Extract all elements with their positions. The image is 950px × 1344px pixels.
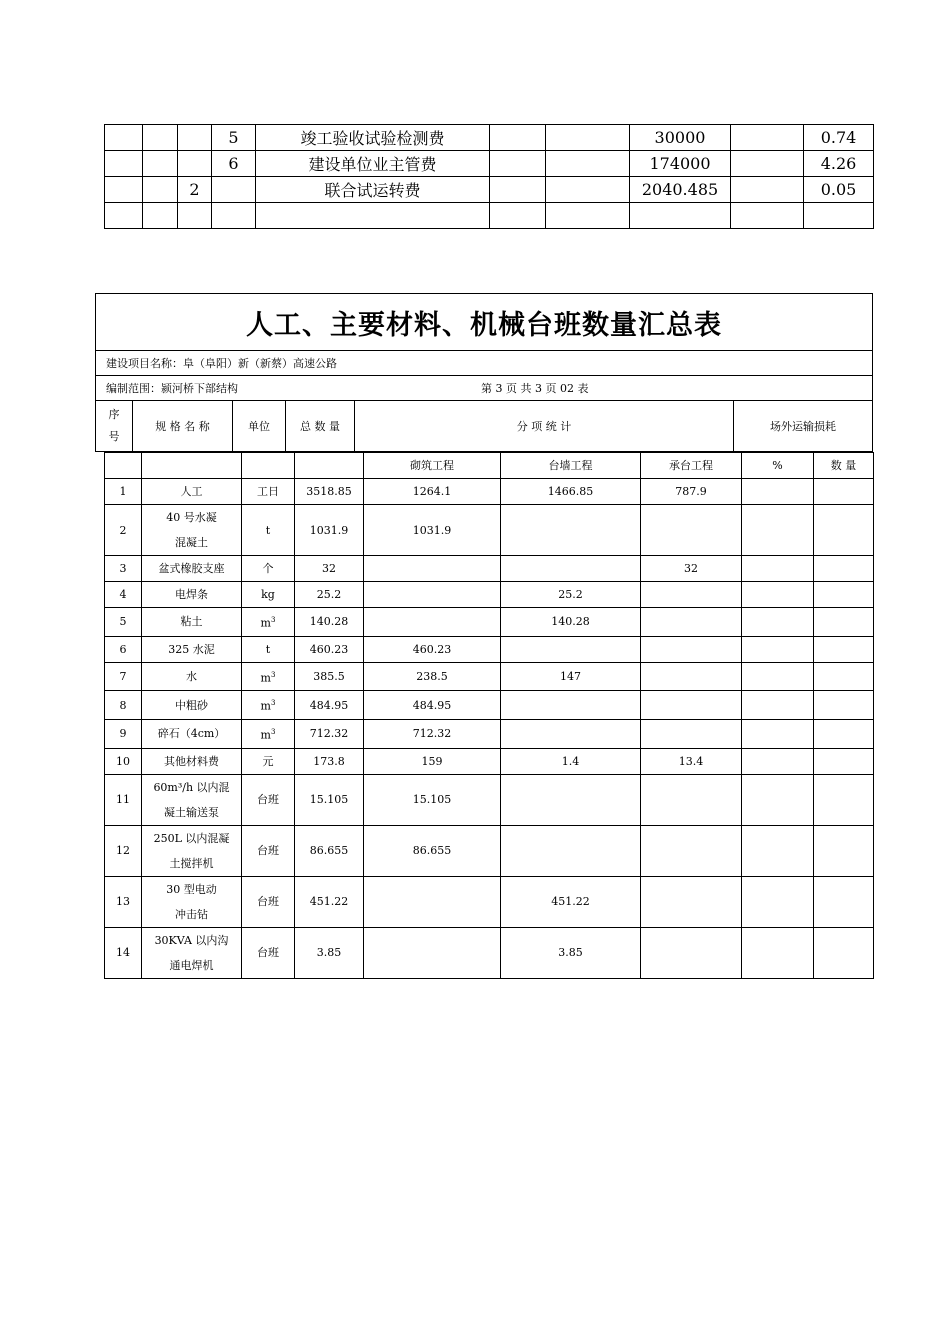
item-name-line1: 电焊条 bbox=[175, 588, 208, 601]
loss-quantity bbox=[814, 774, 874, 825]
row-number: 13 bbox=[105, 876, 142, 927]
unit-text: kg bbox=[261, 588, 275, 601]
table-cell-c3 bbox=[178, 125, 212, 151]
unit-superscript: 3 bbox=[270, 670, 276, 679]
table-row bbox=[105, 608, 874, 637]
item-name-line1: 盆式橡胶支座 bbox=[158, 562, 225, 575]
table-cell-c4: 5 bbox=[212, 125, 256, 151]
summary-header bbox=[95, 293, 873, 452]
loss-quantity bbox=[814, 825, 874, 876]
masonry-quantity: 238.5 bbox=[364, 662, 501, 691]
table-row bbox=[105, 177, 874, 203]
row-number: 5 bbox=[105, 608, 142, 637]
row-number: 12 bbox=[105, 825, 142, 876]
unit-text: 台班 bbox=[257, 844, 279, 858]
table-cell-c3: 2 bbox=[178, 177, 212, 203]
item-name-line2: 凝土输送泵 bbox=[164, 805, 219, 819]
item-name-line1: 中粗砂 bbox=[175, 698, 208, 712]
item-unit bbox=[242, 662, 295, 691]
item-name bbox=[142, 556, 242, 582]
abutment-quantity bbox=[501, 636, 641, 662]
table-cell-name: 建设单位业主管费 bbox=[256, 151, 490, 177]
seq-header-line1: 序 bbox=[108, 408, 120, 421]
item-name bbox=[142, 582, 242, 608]
item-unit bbox=[242, 636, 295, 662]
subheader-pilecap: 承台工程 bbox=[641, 453, 742, 479]
row-number: 10 bbox=[105, 748, 142, 774]
table-cell-c4 bbox=[212, 203, 256, 229]
table-row bbox=[105, 662, 874, 691]
item-unit bbox=[242, 505, 295, 556]
table-cell-c4 bbox=[212, 177, 256, 203]
item-unit bbox=[242, 556, 295, 582]
pilecap-quantity bbox=[641, 636, 742, 662]
masonry-quantity bbox=[364, 876, 501, 927]
loss-percent bbox=[742, 505, 814, 556]
masonry-quantity: 460.23 bbox=[364, 636, 501, 662]
loss-percent bbox=[742, 662, 814, 691]
unit-superscript: 3 bbox=[270, 616, 276, 624]
total-quantity: 173.8 bbox=[295, 748, 364, 774]
loss-quantity bbox=[814, 748, 874, 774]
table-row bbox=[105, 505, 874, 556]
pilecap-quantity: 32 bbox=[641, 556, 742, 582]
item-name-line2: 通电焊机 bbox=[169, 958, 214, 972]
table-cell-c6 bbox=[490, 125, 546, 151]
item-name-line2: 混凝土 bbox=[175, 536, 208, 549]
table-row bbox=[105, 719, 874, 748]
subheader-blank bbox=[105, 453, 142, 479]
seq-header bbox=[96, 401, 133, 451]
table-cell-c2 bbox=[143, 177, 178, 203]
total-quantity: 484.95 bbox=[295, 691, 364, 720]
row-number: 6 bbox=[105, 636, 142, 662]
item-name bbox=[142, 719, 242, 748]
item-name-line2: 冲击钻 bbox=[175, 907, 208, 921]
summary-title: 人工、主要材料、机械台班数量汇总表 bbox=[96, 294, 872, 351]
table-row bbox=[105, 125, 874, 151]
table-row bbox=[105, 876, 874, 927]
table-cell-c7 bbox=[546, 177, 630, 203]
abutment-quantity bbox=[501, 774, 641, 825]
subheader-blank bbox=[242, 453, 295, 479]
total-quantity: 15.105 bbox=[295, 774, 364, 825]
table-row bbox=[105, 582, 874, 608]
item-name bbox=[142, 825, 242, 876]
table-row bbox=[105, 203, 874, 229]
table-cell-c1 bbox=[105, 151, 143, 177]
total-quantity: 460.23 bbox=[295, 636, 364, 662]
subheader-abutment: 台墙工程 bbox=[501, 453, 641, 479]
pilecap-quantity bbox=[641, 774, 742, 825]
total-header: 总 数 量 bbox=[286, 401, 355, 451]
item-unit bbox=[242, 774, 295, 825]
table-cell-c1 bbox=[105, 203, 143, 229]
item-unit bbox=[242, 825, 295, 876]
item-name bbox=[142, 691, 242, 720]
total-quantity: 451.22 bbox=[295, 876, 364, 927]
table-cell-c7 bbox=[546, 125, 630, 151]
total-quantity: 32 bbox=[295, 556, 364, 582]
item-unit bbox=[242, 608, 295, 637]
unit-superscript: 3 bbox=[270, 699, 276, 708]
item-name-line1: 30KVA 以内沟 bbox=[154, 933, 229, 947]
abutment-quantity bbox=[501, 556, 641, 582]
table-row bbox=[105, 636, 874, 662]
table-cell-c9 bbox=[731, 151, 804, 177]
pilecap-quantity bbox=[641, 927, 742, 978]
breakdown-header: 分 项 统 计 bbox=[355, 401, 734, 451]
item-name-line1: 碎石（4cm） bbox=[157, 727, 226, 741]
masonry-quantity bbox=[364, 927, 501, 978]
table-cell-name bbox=[256, 203, 490, 229]
pilecap-quantity bbox=[641, 662, 742, 691]
row-number: 8 bbox=[105, 691, 142, 720]
abutment-quantity: 1.4 bbox=[501, 748, 641, 774]
table-cell-c2 bbox=[143, 125, 178, 151]
subheader-blank bbox=[295, 453, 364, 479]
item-unit bbox=[242, 719, 295, 748]
loss-header: 场外运输损耗 bbox=[770, 420, 836, 433]
pilecap-quantity bbox=[641, 876, 742, 927]
table-cell-c2 bbox=[143, 203, 178, 229]
seq-header-line2: 号 bbox=[108, 430, 120, 443]
pilecap-quantity bbox=[641, 691, 742, 720]
item-name bbox=[142, 636, 242, 662]
table-cell-c9 bbox=[731, 177, 804, 203]
item-name-line1: 其他材料费 bbox=[164, 754, 219, 768]
page-info: 第 3 页 共 3 页 02 表 bbox=[481, 382, 589, 395]
pilecap-quantity bbox=[641, 608, 742, 637]
pilecap-quantity bbox=[641, 582, 742, 608]
loss-percent bbox=[742, 748, 814, 774]
material-table bbox=[104, 452, 874, 979]
total-quantity: 1031.9 bbox=[295, 505, 364, 556]
table-cell-pct: 0.74 bbox=[804, 125, 874, 151]
table-row bbox=[105, 479, 874, 505]
total-quantity: 712.32 bbox=[295, 719, 364, 748]
item-unit bbox=[242, 876, 295, 927]
table-cell-amount: 30000 bbox=[630, 125, 731, 151]
total-quantity: 25.2 bbox=[295, 582, 364, 608]
abutment-quantity: 1466.85 bbox=[501, 479, 641, 505]
table-cell-c9 bbox=[731, 203, 804, 229]
total-quantity: 86.655 bbox=[295, 825, 364, 876]
table-row bbox=[105, 556, 874, 582]
total-quantity: 140.28 bbox=[295, 608, 364, 637]
masonry-quantity bbox=[364, 556, 501, 582]
pilecap-quantity: 13.4 bbox=[641, 748, 742, 774]
total-quantity: 385.5 bbox=[295, 662, 364, 691]
unit-text: 台班 bbox=[257, 946, 279, 960]
table-row bbox=[105, 927, 874, 978]
table-cell-c1 bbox=[105, 177, 143, 203]
material-table-body bbox=[105, 479, 874, 979]
item-unit bbox=[242, 582, 295, 608]
loss-quantity bbox=[814, 608, 874, 637]
item-name bbox=[142, 479, 242, 505]
table-cell-name: 联合试运转费 bbox=[256, 177, 490, 203]
loss-quantity bbox=[814, 719, 874, 748]
column-header-row bbox=[96, 401, 872, 451]
fee-table-body bbox=[105, 125, 874, 229]
total-quantity: 3.85 bbox=[295, 927, 364, 978]
table-cell-c3 bbox=[178, 151, 212, 177]
table-cell-amount: 174000 bbox=[630, 151, 731, 177]
unit-text: 元 bbox=[262, 754, 274, 768]
item-name bbox=[142, 774, 242, 825]
loss-percent bbox=[742, 927, 814, 978]
unit-header: 单位 bbox=[233, 401, 286, 451]
row-number: 9 bbox=[105, 719, 142, 748]
row-number: 11 bbox=[105, 774, 142, 825]
abutment-quantity bbox=[501, 505, 641, 556]
table-cell-c4: 6 bbox=[212, 151, 256, 177]
unit-text: t bbox=[265, 642, 271, 656]
table-row bbox=[105, 748, 874, 774]
abutment-quantity bbox=[501, 691, 641, 720]
table-row bbox=[105, 774, 874, 825]
loss-percent bbox=[742, 876, 814, 927]
table-cell-c1 bbox=[105, 125, 143, 151]
table-cell-c7 bbox=[546, 203, 630, 229]
abutment-quantity bbox=[501, 825, 641, 876]
scope-text: 编制范围：颍河桥下部结构 bbox=[106, 382, 238, 395]
loss-percent bbox=[742, 479, 814, 505]
item-name-line1: 水 bbox=[186, 669, 197, 683]
row-number: 1 bbox=[105, 479, 142, 505]
item-name bbox=[142, 505, 242, 556]
subheader-blank bbox=[142, 453, 242, 479]
unit-superscript: 3 bbox=[270, 727, 276, 736]
loss-quantity bbox=[814, 876, 874, 927]
row-number: 2 bbox=[105, 505, 142, 556]
project-name-row bbox=[96, 351, 872, 376]
pilecap-quantity bbox=[641, 505, 742, 556]
loss-percent bbox=[742, 691, 814, 720]
loss-percent bbox=[742, 774, 814, 825]
masonry-quantity: 712.32 bbox=[364, 719, 501, 748]
loss-quantity bbox=[814, 556, 874, 582]
masonry-quantity: 1264.1 bbox=[364, 479, 501, 505]
masonry-quantity: 15.105 bbox=[364, 774, 501, 825]
table-cell-pct bbox=[804, 203, 874, 229]
unit-text: m bbox=[260, 671, 271, 685]
unit-text: 工日 bbox=[257, 485, 279, 498]
masonry-quantity: 86.655 bbox=[364, 825, 501, 876]
unit-text: t bbox=[265, 523, 271, 537]
item-unit bbox=[242, 691, 295, 720]
pilecap-quantity bbox=[641, 825, 742, 876]
table-cell-pct: 4.26 bbox=[804, 151, 874, 177]
table-row bbox=[105, 691, 874, 720]
abutment-quantity: 25.2 bbox=[501, 582, 641, 608]
table-cell-amount bbox=[630, 203, 731, 229]
masonry-quantity: 484.95 bbox=[364, 691, 501, 720]
item-name bbox=[142, 608, 242, 637]
item-name-line1: 60m³/h 以内混 bbox=[153, 780, 230, 794]
table-cell-name: 竣工验收试验检测费 bbox=[256, 125, 490, 151]
loss-quantity bbox=[814, 505, 874, 556]
item-name-line1: 人工 bbox=[180, 485, 203, 498]
unit-text: 台班 bbox=[257, 895, 279, 909]
masonry-quantity: 1031.9 bbox=[364, 505, 501, 556]
table-cell-c3 bbox=[178, 203, 212, 229]
project-name: 建设项目名称：阜（阜阳）新（新蔡）高速公路 bbox=[106, 357, 337, 370]
unit-text: 个 bbox=[262, 562, 274, 575]
abutment-quantity: 147 bbox=[501, 662, 641, 691]
item-name bbox=[142, 748, 242, 774]
item-name-line2: 土搅拌机 bbox=[169, 856, 214, 870]
table-cell-amount: 2040.485 bbox=[630, 177, 731, 203]
loss-quantity bbox=[814, 691, 874, 720]
loss-percent bbox=[742, 608, 814, 637]
unit-text: m bbox=[260, 699, 271, 713]
abutment-quantity bbox=[501, 719, 641, 748]
loss-percent bbox=[742, 636, 814, 662]
item-unit bbox=[242, 927, 295, 978]
item-name bbox=[142, 876, 242, 927]
item-unit bbox=[242, 479, 295, 505]
item-unit bbox=[242, 748, 295, 774]
masonry-quantity bbox=[364, 608, 501, 637]
table-cell-c6 bbox=[490, 151, 546, 177]
table-cell-c6 bbox=[490, 203, 546, 229]
loss-quantity bbox=[814, 582, 874, 608]
loss-percent bbox=[742, 556, 814, 582]
row-number: 4 bbox=[105, 582, 142, 608]
item-name-line1: 30 型电动 bbox=[166, 882, 217, 896]
subheader-percent: % bbox=[742, 453, 814, 479]
item-name-line1: 粘土 bbox=[180, 615, 203, 629]
masonry-quantity bbox=[364, 582, 501, 608]
unit-text: 台班 bbox=[257, 793, 279, 807]
total-quantity: 3518.85 bbox=[295, 479, 364, 505]
row-number: 3 bbox=[105, 556, 142, 582]
item-name bbox=[142, 662, 242, 691]
loss-quantity bbox=[814, 636, 874, 662]
table-cell-c7 bbox=[546, 151, 630, 177]
pilecap-quantity bbox=[641, 719, 742, 748]
unit-text: m bbox=[260, 616, 271, 630]
loss-quantity bbox=[814, 662, 874, 691]
item-name-line1: 40 号水凝 bbox=[166, 511, 217, 524]
item-name-line1: 325 水泥 bbox=[168, 642, 215, 656]
abutment-quantity: 451.22 bbox=[501, 876, 641, 927]
table-row bbox=[105, 825, 874, 876]
item-name-line1: 250L 以内混凝 bbox=[153, 831, 230, 845]
loss-quantity bbox=[814, 927, 874, 978]
loss-percent bbox=[742, 582, 814, 608]
table-cell-c6 bbox=[490, 177, 546, 203]
name-header: 规 格 名 称 bbox=[133, 401, 233, 451]
item-name bbox=[142, 927, 242, 978]
fee-table bbox=[104, 124, 874, 229]
masonry-quantity: 159 bbox=[364, 748, 501, 774]
abutment-quantity: 140.28 bbox=[501, 608, 641, 637]
loss-percent bbox=[742, 719, 814, 748]
loss-quantity bbox=[814, 479, 874, 505]
abutment-quantity: 3.85 bbox=[501, 927, 641, 978]
loss-percent bbox=[742, 825, 814, 876]
subheader-row bbox=[105, 453, 874, 479]
subheader-masonry: 砌筑工程 bbox=[364, 453, 501, 479]
table-cell-c9 bbox=[731, 125, 804, 151]
subheader-quantity: 数 量 bbox=[814, 453, 874, 479]
pilecap-quantity: 787.9 bbox=[641, 479, 742, 505]
unit-text: m bbox=[260, 728, 271, 742]
row-number: 7 bbox=[105, 662, 142, 691]
table-row bbox=[105, 151, 874, 177]
table-cell-c2 bbox=[143, 151, 178, 177]
row-number: 14 bbox=[105, 927, 142, 978]
table-cell-pct: 0.05 bbox=[804, 177, 874, 203]
scope-row bbox=[96, 376, 872, 401]
